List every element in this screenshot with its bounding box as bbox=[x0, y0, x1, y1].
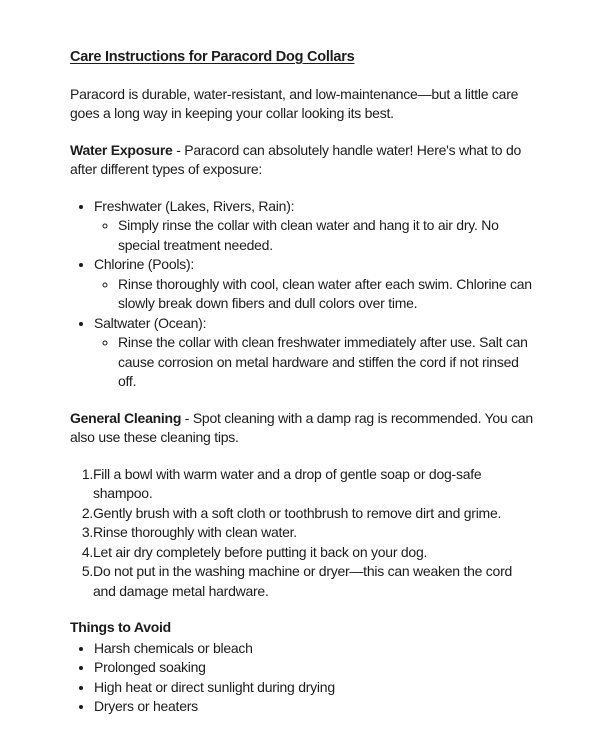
water-exposure-item-detail: ◦ Simply rinse the collar with clean water and hang it to air dry. No special treatment needed. bbox=[118, 216, 534, 255]
general-cleaning-paragraph bbox=[70, 409, 534, 448]
cleaning-step-item: Gently brush with a soft cloth or toothbrush to remove dirt and grime. bbox=[93, 504, 502, 521]
things-to-avoid-item: • High heat or direct sunlight during drying bbox=[94, 678, 534, 698]
water-exposure-item-label: Saltwater (Ocean): bbox=[94, 314, 207, 331]
water-exposure-item bbox=[94, 255, 534, 314]
document-title: Care Instructions for Paracord Dog Collars bbox=[70, 49, 355, 65]
cleaning-step-item: Rinse thoroughly with clean water. bbox=[93, 524, 297, 540]
water-exposure-heading: Water Exposure bbox=[70, 141, 173, 158]
things-to-avoid-item: • Prolonged soaking bbox=[94, 658, 534, 678]
water-exposure-item bbox=[94, 314, 534, 392]
water-exposure-item-label: Freshwater (Lakes, Rivers, Rain): bbox=[94, 197, 295, 214]
water-exposure-item-label: Chlorine (Pools): bbox=[94, 256, 195, 272]
general-cleaning-heading: General Cleaning bbox=[70, 409, 182, 426]
water-exposure-sublist bbox=[94, 216, 534, 255]
water-exposure-item-detail: ◦ Rinse the collar with clean freshwater immediately after use. Salt can cause corrosion on metal hardware and stiffen the cord if not rinsed off. bbox=[118, 333, 534, 392]
water-exposure-item bbox=[94, 197, 534, 256]
water-exposure-sublist bbox=[94, 275, 534, 314]
cleaning-steps-list bbox=[70, 465, 534, 602]
cleaning-step-item: Let air dry completely before putting it back on your dog. bbox=[93, 543, 428, 560]
water-exposure-paragraph bbox=[70, 141, 534, 180]
things-to-avoid-item: • Harsh chemicals or bleach bbox=[94, 639, 534, 659]
intro-paragraph: Paracord is durable, water-resistant, and low-maintenance—but a little care goes a long way in keeping your collar looking its best. bbox=[70, 85, 519, 121]
water-exposure-item-detail: ◦ Rinse thoroughly with cool, clean water after each swim. Chlorine can slowly break down fibers and dull colors over time. bbox=[118, 275, 534, 314]
things-to-avoid-item: • Dryers or heaters bbox=[94, 697, 534, 717]
water-exposure-list bbox=[70, 197, 534, 392]
cleaning-step-item: Do not put in the washing machine or dryer—this can weaken the cord and damage metal hardware. bbox=[93, 563, 513, 599]
things-to-avoid-heading: Things to Avoid bbox=[70, 619, 171, 635]
things-to-avoid-list bbox=[70, 639, 534, 717]
general-cleaning-text: - Spot cleaning with a damp rag is recommended. You can also use these cleaning tips. bbox=[70, 409, 533, 445]
document-page bbox=[70, 48, 534, 717]
water-exposure-sublist bbox=[94, 333, 534, 392]
water-exposure-text: - Paracord can absolutely handle water! Here's what to do after different types of exposure: bbox=[70, 141, 522, 177]
cleaning-step-item: Fill a bowl with warm water and a drop of gentle soap or dog-safe shampoo. bbox=[93, 465, 482, 501]
